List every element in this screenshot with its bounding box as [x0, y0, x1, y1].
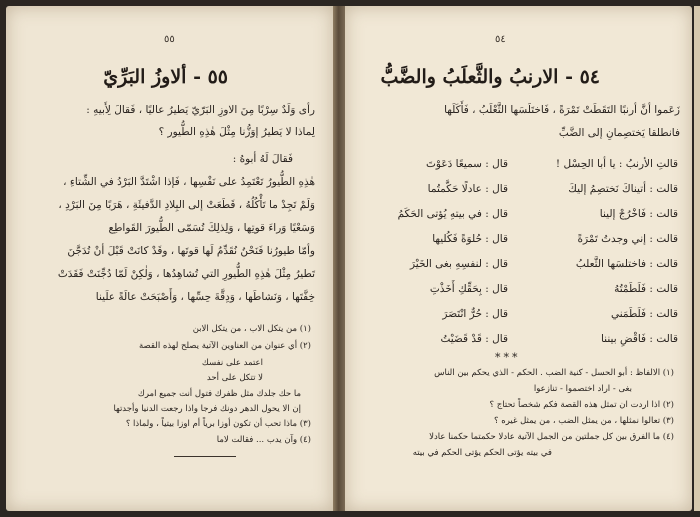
page-number: ٥٤: [495, 34, 506, 45]
rabbit-line: قالت : فَاخْرُجْ إلينا: [599, 208, 678, 220]
exercise-line: ما حك جلدك مثل ظفرك فتول أنت جميع امرك: [137, 389, 301, 399]
exercise-line: (٣) ماذا تحب أن تكون أوزا برياً أم اوزا بيتياً ، ولماذا ؟: [125, 419, 311, 429]
exercise-line: (٣) تعالوا نمثلها ، من يمثل الضب ، من يمثل غيره ؟: [494, 416, 674, 426]
body-line: هٰذِهِ الطُّيورُ تَعْتَمِدُ على نَفْسِها ، فَإذا اشْتَدَّ البَرْدُ في الشِّتاءِ ،: [63, 176, 315, 188]
rabbit-line: قالت : فَلَطَمَني: [610, 308, 678, 320]
body-line: رأى وَلَدٌ سِرْبًا مِنَ الاوزِ البَرّيّ يَطيرُ عاليًا ، فَقالَ لِأَبيهِ :: [86, 104, 315, 116]
page-number: ٥٥: [164, 34, 175, 45]
dialogue-row: [358, 308, 678, 324]
exercise-line: إن الا يحول الدهر دونك فرجا واذا رجعت الدنيا وأجدتها: [113, 404, 301, 414]
dialogue-row: [358, 233, 678, 249]
dialogue-row: [358, 158, 678, 174]
intro-line: زَعَموا أنَّ أرنبًا التَقَطَتْ تَمْرَةً ، فَاختَلَسَها الثَّعْلَبُ ، فَأَكَلَها: [444, 104, 680, 116]
body-line: خِفَّتَها ، وَنَشاطَها ، وَدِقَّةَ حِسِّها ، وَأَصْبَحَتْ عالَةً علَينا: [95, 291, 315, 303]
body-line: فَقالَ لَهُ أبوهُ :: [232, 153, 293, 165]
dialogue-row: [358, 183, 678, 199]
right-page: [345, 6, 692, 511]
lesson-title: ٥٤ - الارنبُ والثَّعلَبُ والضَّبُّ: [380, 66, 600, 88]
exercise-line: (٤) ما الفرق بين كل جملتين من الجمل الآتية عادلا حكمتما حكمنا عادلا: [429, 432, 674, 442]
exercise-line: (٢) اذا اردت ان تمثل هذه القصة فكم شخصاً تحتاج ؟: [489, 400, 674, 410]
section-stars: ***: [495, 351, 521, 364]
intro-line: فانطلقا يَختصِمانِ إلى الضَّبِّ: [558, 127, 680, 139]
book-gutter: [333, 6, 345, 511]
lizard-line: قال : لنفسِهِ بغى الخَيْرَ: [409, 258, 508, 270]
left-page: [6, 6, 333, 511]
body-line: وأمّا طيورُنا فَنَحْنُ نُقَدِّمُ لَها قوتَها ، وقَدْ كانَتْ قَبْلَ أنْ تُدَجَّنَ: [67, 245, 315, 257]
body-line: تَطيرُ مِثْلَ هٰذِهِ الطُّيورِ التي تُشاهِدُها ، وَلٰكِنْ لَمّا دُجِّنَتْ فَقَدَتْ: [57, 268, 315, 280]
exercise-line: (٤) وآن يدب ... فقالت لاما: [216, 435, 311, 445]
lizard-line: قال : حُرٌّ انْتَصَرَ: [442, 308, 508, 320]
exercise-line: (١) الالفاظ : أبو الحسل - كنية الضب . الحكم - الذي يحكم بين الناس: [434, 368, 674, 378]
lizard-line: قال : في بيتهِ يُؤتى الحَكَمُ: [397, 208, 508, 220]
dialogue-row: [358, 258, 678, 274]
rabbit-line: قالت : فَاقْضِ بيننا: [600, 333, 678, 345]
page-edge: [694, 6, 700, 511]
exercise-line: بغى - اراد اختصموا - تنازعوا: [533, 384, 632, 394]
dialogue-row: [358, 208, 678, 224]
body-line: وَلَمْ تَجِدْ ما تَأْكُلُهُ ، قَطَعَتْ إلى البِلادِ الدَّفيئَةِ ، هَرَبًا مِنَ البَرْدِ ،: [58, 199, 315, 211]
rabbit-line: قالتِ الأرنبُ : يا أبا الحِسْل !: [555, 158, 678, 170]
lizard-line: قال : سميعًا دَعَوْتَ: [426, 158, 508, 170]
lizard-line: قال : حُلوَةً فَكُليها: [432, 233, 508, 245]
exercise-line: (١) من يتكل الاب ، من يتكل الابن: [192, 324, 311, 334]
dialogue-row: [358, 283, 678, 299]
exercise-line: في بيته يؤتى الحكم يؤتى الحكم في بيته: [412, 448, 552, 458]
exercise-line: اعتمد على نفسك: [201, 358, 263, 368]
end-rule: [174, 456, 236, 457]
exercise-line: (٢) أي عنوان من العناوين الآتية يصلح لهذه القصة: [139, 341, 311, 351]
body-line: وَسَعْيًا وَراءَ قوتِها ، وَلِذلِكَ تُسَمّى الطُّيورَ القَواطِع: [108, 222, 315, 234]
lesson-title: ٥٥ - ألاوزُ البَرِّيّ: [103, 66, 228, 88]
rabbit-line: قالت : فاختلسَها الثَّعلبُ: [575, 258, 678, 270]
lizard-line: قال : بِحَقِّكِ أَخَذْتِ: [429, 283, 508, 295]
rabbit-line: قالت : فَلَطَمْتُهُ: [614, 283, 678, 295]
lizard-line: قال : قَدْ قَضَيْتُ: [440, 333, 508, 345]
dialogue-row: [358, 333, 678, 349]
rabbit-line: قالت : إني وجدتُ تَمْرَةً: [577, 233, 678, 245]
body-line: لِماذا لا يَطيرُ إوَزُّنا مِثْلَ هٰذِهِ الطُّيور ؟: [158, 126, 315, 138]
lizard-line: قال : عادلًا حَكَّمتُما: [427, 183, 508, 195]
exercise-line: لا تتكل على أحد: [206, 373, 263, 383]
rabbit-line: قالت : أتيناكَ نَختصِمُ إليكَ: [568, 183, 678, 195]
